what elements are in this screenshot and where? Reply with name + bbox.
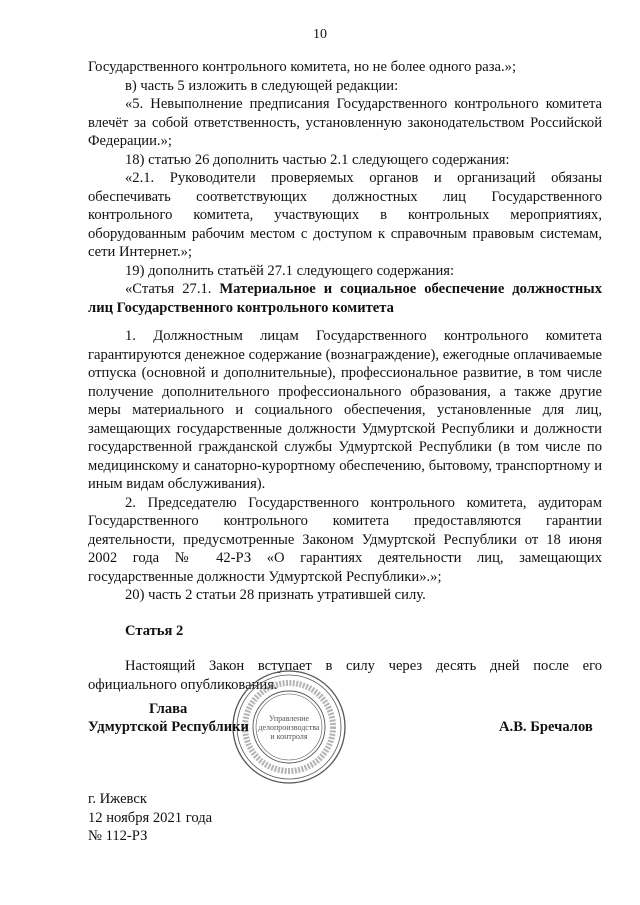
text-line: 18) статью 26 дополнить частью 2.1 следующего содержания: <box>125 151 510 168</box>
text-line: Государственного контрольного комитета, но не более одного раза.»; <box>88 59 517 75</box>
paragraph: «2.1. Руководители проверяемых органов и организаций обязаны обеспечивать соответствующих должностных лиц Государственного контрольного комитета, участвующих в контрольных мероприятиях, оборудованным рабочим местом с доступом к справочным правовым системам, сети Интернет.»; <box>88 170 602 260</box>
footer-city: г. Ижевск <box>88 791 147 807</box>
document-body <box>88 58 602 694</box>
paragraph: «5. Невыполнение предписания Государственного контрольного комитета влечёт за собой ответственность, установленную законодательством Российской Федерации.»; <box>88 96 602 149</box>
article-title-part1: Материальное и социальное обеспечение должностных <box>219 281 602 297</box>
footer-number: № 112-РЗ <box>88 828 148 844</box>
stamp-text-line2: делопроизводства <box>258 723 320 732</box>
article-title <box>88 280 602 299</box>
paragraph: Настоящий Закон вступает в силу через десять дней после его официального опубликования. <box>88 658 602 693</box>
footer-date: 12 ноября 2021 года <box>88 809 213 826</box>
page-number: 10 <box>313 27 327 42</box>
text-line: 19) дополнить статьёй 27.1 следующего содержания: <box>125 262 455 279</box>
article-prefix: «Статья 27.1. <box>125 281 220 297</box>
paragraph: 2. Председателю Государственного контрольного комитета, аудиторам Государственного контрольного комитета предоставляются гарантии деятельности, предусмотренные Законом Удмуртской Республики от 18 июня 2002 года № 42-РЗ «О гарантиях деятельности лиц, замещающих государственные должности Удмуртской Республики».»; <box>88 494 602 585</box>
paragraph: 1. Должностным лицам Государственного контрольного комитета гарантируются денежное содержание (вознаграждение), ежегодные оплачиваемые отпуска (основной и дополнительные), профессиональное развитие, в том числе получение дополнительного профессионального образования, а также другие меры материального и социального обеспечения, установленные для лиц, замещающих государственные должности Удмуртской Республики и должности государственной гражданской службы Удмуртской Республики (в том числе по медицинскому и санаторно-курортному обеспечению, бытовому, транспортному и иным видам обслуживания). <box>88 328 602 492</box>
article-title-part2: лиц Государственного контрольного комитета <box>88 299 394 316</box>
signatory-name: А.В. Бречалов <box>499 719 593 735</box>
article-heading: Статья 2 <box>125 622 184 639</box>
text-line: 20) часть 2 статьи 28 признать утратившей силу. <box>125 587 426 603</box>
signature-title-line2: Удмуртской Республики <box>88 719 249 735</box>
signature-title <box>88 700 249 736</box>
stamp-text-line3: и контроля <box>270 732 308 741</box>
document-footer <box>88 790 212 846</box>
stamp-text-line1: Управление <box>268 714 310 723</box>
signature-title-line1: Глава <box>149 701 188 717</box>
text-line: в) часть 5 изложить в следующей редакции: <box>125 77 399 94</box>
